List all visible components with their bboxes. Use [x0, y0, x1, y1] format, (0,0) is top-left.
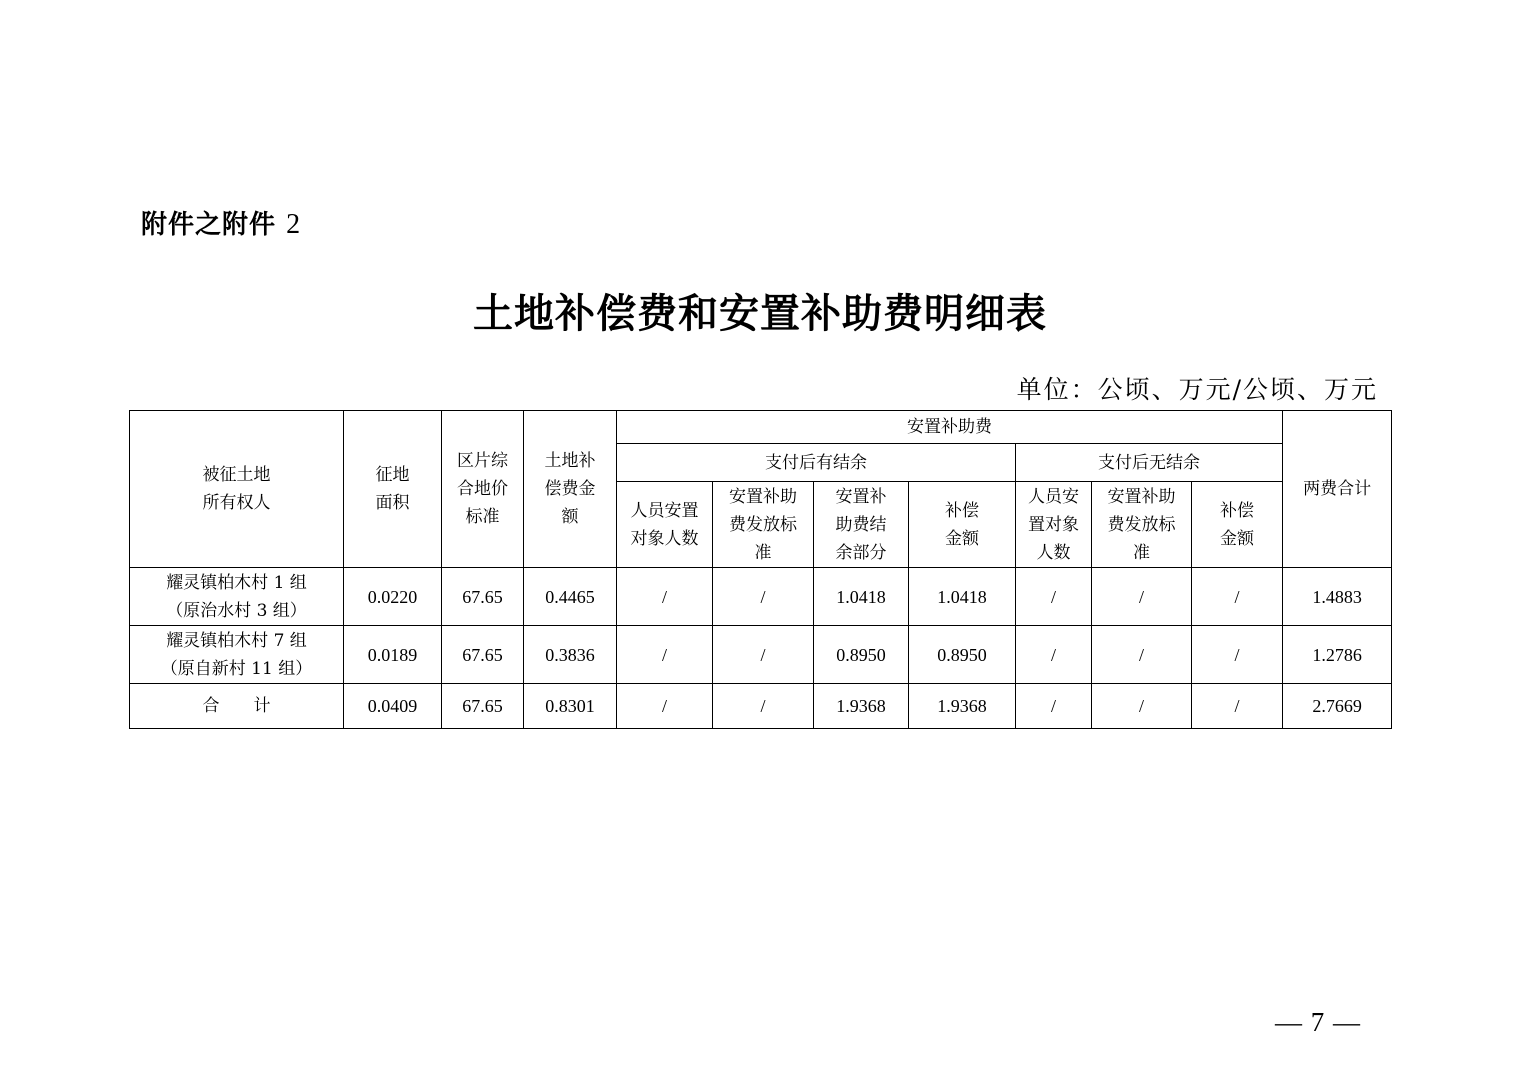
header-yes-standard-line: 安置补助 [729, 486, 797, 507]
header-land-price [442, 411, 524, 568]
header-yes-comp [909, 482, 1016, 568]
total-cell: 2.7669 [1283, 684, 1392, 729]
header-no-standard-line: 准 [1133, 542, 1150, 563]
table-row [130, 568, 1392, 626]
header-yes-standard-line: 费发放标 [729, 514, 797, 535]
area-cell: 0.0189 [344, 626, 442, 684]
header-yes-surplus-line: 助费结 [835, 514, 887, 535]
no-standard-cell: / [1092, 568, 1192, 626]
header-land-comp-line: 额 [561, 507, 579, 527]
header-area-line: 面积 [375, 493, 410, 513]
land-price-cell: 67.65 [442, 626, 524, 684]
area-cell: 0.0220 [344, 568, 442, 626]
owner-line: 耀灵镇柏木村 1 组 [166, 572, 307, 593]
yes-surplus-cell: 0.8950 [814, 626, 909, 684]
yes-standard-cell: / [713, 684, 814, 729]
compensation-detail-table [129, 410, 1392, 729]
header-no-standard-line: 费发放标 [1107, 514, 1176, 535]
header-area-line: 征地 [375, 465, 410, 485]
header-yes-comp-line: 金额 [945, 528, 979, 549]
land-comp-cell: 0.4465 [524, 568, 617, 626]
land-comp-cell: 0.8301 [524, 684, 617, 729]
header-owner-line: 被征土地 [202, 465, 271, 485]
header-land-price-line: 标准 [465, 507, 500, 527]
header-yes-persons [617, 482, 713, 568]
header-yes-surplus-line: 余部分 [835, 542, 887, 563]
header-no-persons-line: 置对象 [1028, 514, 1079, 535]
no-standard-cell: / [1092, 684, 1192, 729]
header-yes-persons-line: 人员安置 [630, 500, 699, 521]
attachment-label [141, 204, 301, 241]
owner-cell [130, 568, 344, 626]
no-persons-cell: / [1016, 568, 1092, 626]
header-land-price-line: 合地价 [457, 479, 508, 499]
page-title: 土地补偿费和安置补助费明细表 [473, 290, 1047, 337]
header-owner-line: 所有权人 [202, 493, 271, 513]
header-balance-yes: 支付后有结余 [617, 444, 1016, 482]
yes-persons-cell: / [617, 568, 713, 626]
no-comp-cell: / [1192, 568, 1283, 626]
header-no-standard [1092, 482, 1192, 568]
total-cell: 1.2786 [1283, 626, 1392, 684]
header-owner [130, 411, 344, 568]
header-yes-standard [713, 482, 814, 568]
yes-surplus-cell: 1.9368 [814, 684, 909, 729]
total-row [130, 684, 1392, 729]
no-persons-cell: / [1016, 684, 1092, 729]
header-land-comp [524, 411, 617, 568]
total-cell: 1.4883 [1283, 568, 1392, 626]
table-row [130, 626, 1392, 684]
yes-persons-cell: / [617, 626, 713, 684]
header-land-price-line: 区片综 [457, 451, 508, 471]
header-no-comp-line: 金额 [1220, 528, 1255, 549]
owner-line: （原自新村 11 组） [160, 658, 313, 679]
yes-standard-cell: / [713, 626, 814, 684]
total-label-cell: 合 计 [130, 684, 344, 729]
yes-persons-cell: / [617, 684, 713, 729]
no-comp-cell: / [1192, 684, 1283, 729]
header-yes-surplus [814, 482, 909, 568]
header-yes-standard-line: 准 [754, 542, 772, 563]
header-yes-surplus-line: 安置补 [835, 486, 887, 507]
header-yes-comp-line: 补偿 [945, 500, 979, 521]
land-comp-cell: 0.3836 [524, 626, 617, 684]
yes-standard-cell: / [713, 568, 814, 626]
owner-cell [130, 626, 344, 684]
yes-comp-cell: 0.8950 [909, 626, 1016, 684]
header-land-comp-line: 土地补 [544, 451, 596, 471]
header-total: 两费合计 [1283, 411, 1392, 568]
header-resettlement: 安置补助费 [617, 411, 1283, 444]
unit-label: 单位：公顷、万元/公顷、万元 [1016, 375, 1378, 404]
page-number: — 7 — [1275, 1007, 1361, 1037]
header-land-comp-line: 偿费金 [544, 479, 596, 499]
no-persons-cell: / [1016, 626, 1092, 684]
header-yes-persons-line: 对象人数 [630, 528, 699, 549]
owner-line: （原治水村 3 组） [166, 600, 307, 621]
no-standard-cell: / [1092, 626, 1192, 684]
area-cell: 0.0409 [344, 684, 442, 729]
header-no-persons [1016, 482, 1092, 568]
yes-comp-cell: 1.0418 [909, 568, 1016, 626]
header-no-comp-line: 补偿 [1220, 500, 1255, 521]
no-comp-cell: / [1192, 626, 1283, 684]
header-no-standard-line: 安置补助 [1107, 486, 1176, 507]
land-price-cell: 67.65 [442, 568, 524, 626]
land-price-cell: 67.65 [442, 684, 524, 729]
yes-comp-cell: 1.9368 [909, 684, 1016, 729]
header-no-comp [1192, 482, 1283, 568]
header-no-persons-line: 人员安 [1028, 486, 1079, 507]
yes-surplus-cell: 1.0418 [814, 568, 909, 626]
owner-line: 耀灵镇柏木村 7 组 [166, 630, 307, 651]
header-area [344, 411, 442, 568]
attachment-number: 2 [286, 209, 302, 240]
header-no-persons-line: 人数 [1036, 542, 1071, 563]
attachment-label-text: 附件之附件 [141, 210, 277, 240]
header-balance-no: 支付后无结余 [1016, 444, 1283, 482]
